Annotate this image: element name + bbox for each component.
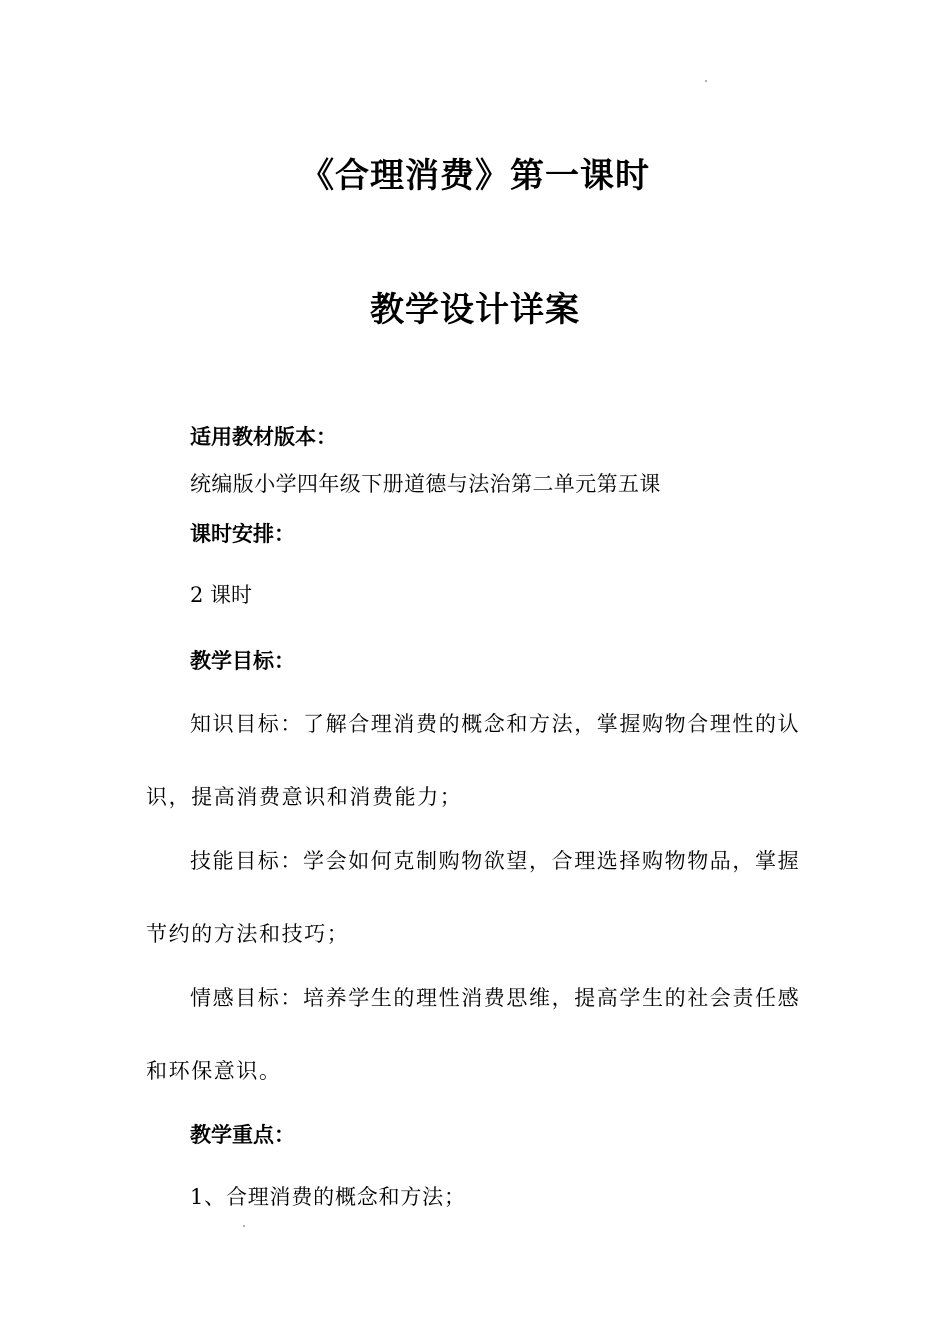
document-title: 《合理消费》第一课时 [300, 156, 650, 196]
schedule-value: 2 课时 [190, 583, 253, 607]
objective-skill-line1: 技能目标：学会如何克制购物欲望，合理选择购物物品，掌握 [190, 849, 801, 873]
page-mark [243, 1225, 245, 1227]
textbook-value: 统编版小学四年级下册道德与法治第二单元第五课 [190, 472, 661, 496]
schedule-label: 课时安排： [190, 522, 295, 546]
textbook-label: 适用教材版本： [190, 425, 337, 449]
objectives-label: 教学目标： [190, 649, 295, 673]
document-subtitle: 教学设计详案 [370, 290, 580, 330]
objective-emotion-line2: 和环保意识。 [146, 1059, 282, 1083]
objective-knowledge-line2: 识，提高消费意识和消费能力； [146, 785, 463, 809]
keypoint-item: 1、合理消费的概念和方法； [190, 1185, 466, 1209]
objective-knowledge-line1: 知识目标：了解合理消费的概念和方法，掌握购物合理性的认 [190, 712, 801, 736]
page-mark [705, 80, 707, 82]
objective-skill-line2: 节约的方法和技巧； [146, 922, 350, 946]
keypoints-label: 教学重点： [190, 1123, 295, 1147]
objective-emotion-line1: 情感目标：培养学生的理性消费思维，提高学生的社会责任感 [190, 986, 801, 1010]
